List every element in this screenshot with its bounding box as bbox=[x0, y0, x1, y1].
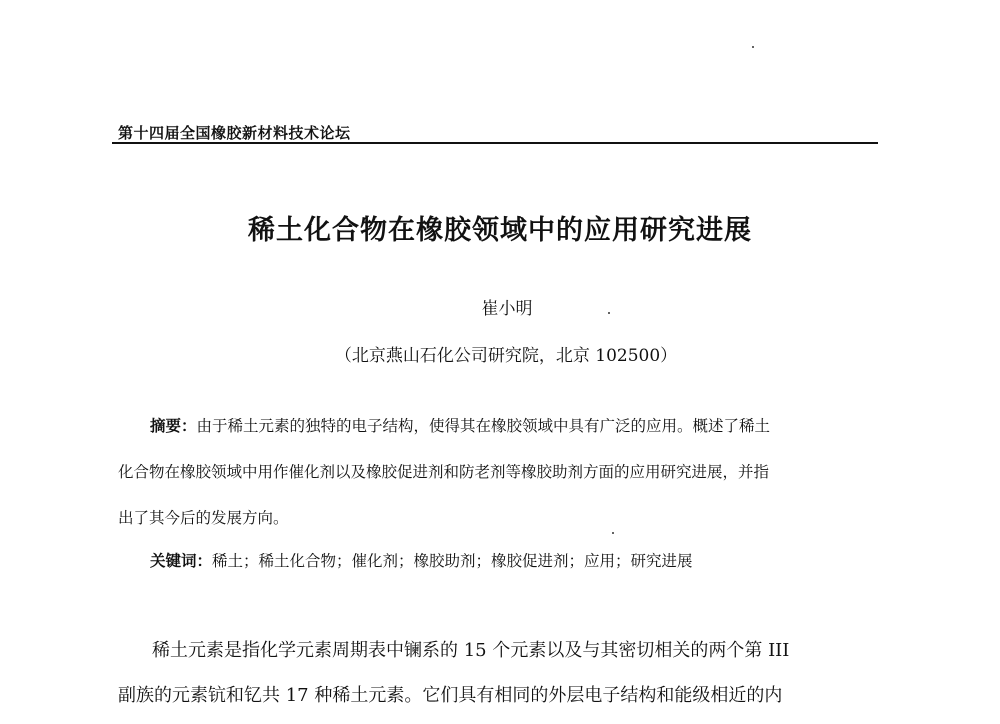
paper-author: 崔小明 bbox=[481, 299, 533, 319]
body-paragraph-line-1: 稀土元素是指化学元素周期表中镧系的 15 个元素以及与其密切相关的两个第 III bbox=[152, 640, 790, 661]
abstract-text-1: 由于稀土元素的独特的电子结构，使得其在橡胶领域中具有广泛的应用。概述了稀土 bbox=[196, 417, 771, 435]
scan-speck bbox=[752, 46, 754, 48]
abstract-text-2: 化合物在橡胶领域中用作催化剂以及橡胶促进剂和防老剂等橡胶助剂方面的应用研究进展，并指 bbox=[118, 463, 770, 481]
keywords-text: 稀土；稀土化合物；催化剂；橡胶助剂；橡胶促进剂；应用；研究进展 bbox=[212, 552, 693, 570]
abstract-text-3: 出了其今后的发展方向。 bbox=[118, 509, 289, 527]
body-paragraph-line-2: 副族的元素钪和钇共 17 种稀土元素。它们具有相同的外层电子结构和能级相近的内 bbox=[118, 685, 783, 706]
abstract-line-3 bbox=[118, 506, 289, 528]
scan-speck bbox=[608, 312, 610, 314]
paper-affiliation: （北京燕山石化公司研究院，北京 102500） bbox=[334, 346, 678, 366]
abstract-line-2 bbox=[118, 460, 769, 482]
keywords-line bbox=[150, 549, 693, 571]
scan-speck bbox=[612, 532, 614, 534]
abstract-label: 摘要： bbox=[150, 417, 197, 435]
conference-header: 第十四届全国橡胶新材料技术论坛 bbox=[118, 124, 351, 142]
abstract-line-1 bbox=[150, 414, 770, 436]
paper-title: 稀土化合物在橡胶领域中的应用研究进展 bbox=[248, 215, 752, 246]
header-divider bbox=[112, 142, 878, 144]
keywords-label: 关键词： bbox=[150, 552, 213, 570]
